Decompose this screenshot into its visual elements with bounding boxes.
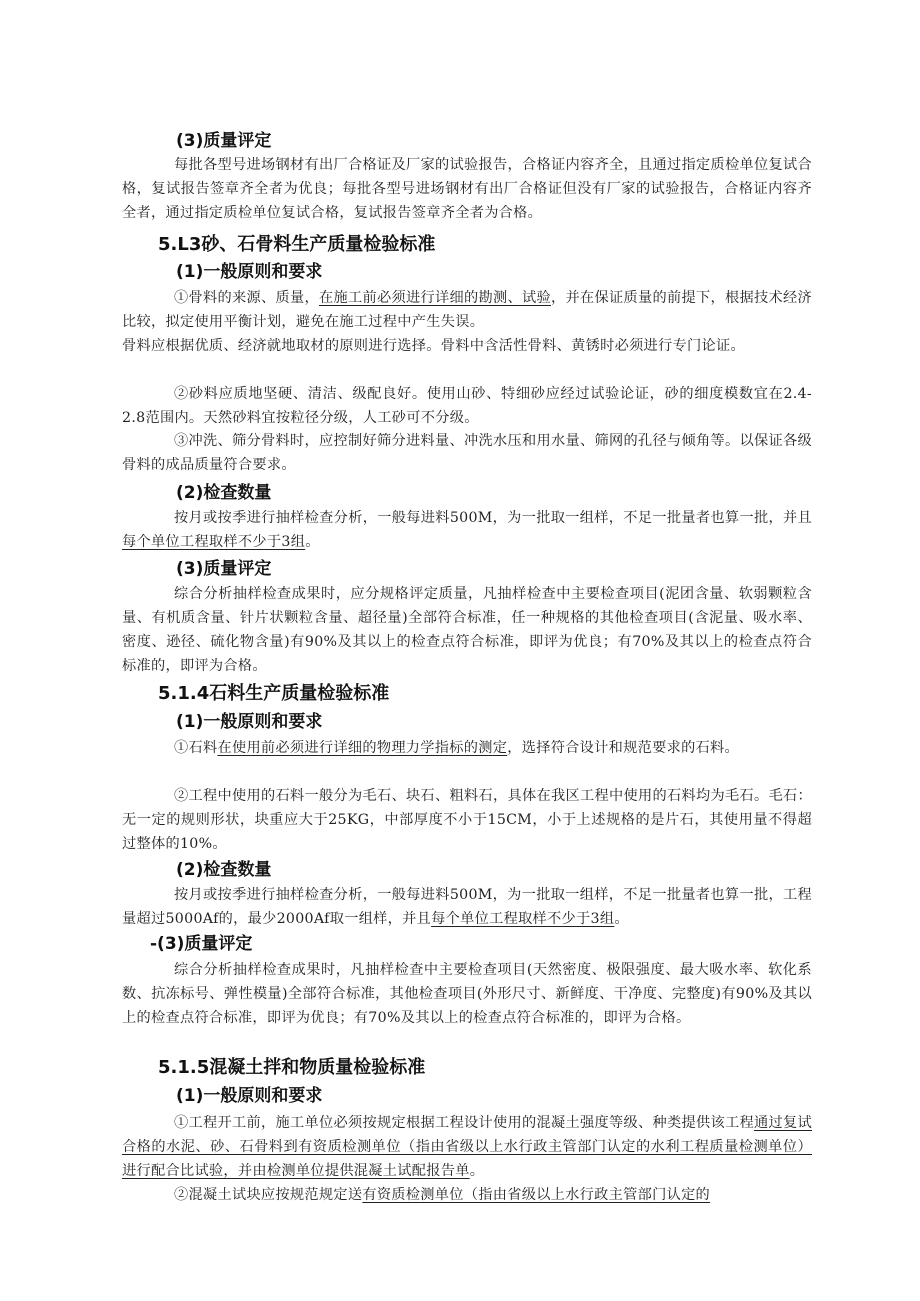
paragraph-514-check: 按月或按季进行抽样检查分析，一般每进料500M，为一批取一组样，不足一批量者也算一批，工程量超过5000Af的，最少2000Af取一组样，并且每个单位工程取样不少于3组。 [122, 887, 812, 927]
section-heading-general-515: (1)一般原则和要求 [176, 1086, 323, 1106]
section-title-5-1-3: 5.L3砂、石骨料生产质量检验标准 [158, 234, 436, 255]
paragraph-514-p1: ①石料在使用前必须进行详细的物理力学指标的测定，选择符合设计和规范要求的石料。 [174, 740, 740, 756]
paragraph-steel-quality: 每批各型号进场钢材有出厂合格证及厂家的试验报告，合格证内容齐全，且通过指定质检单位复试合格，复试报告签章齐全者为优良；每批各型号进场钢材有出厂合格证但没有厂家的试验报告，合格证内容齐全者，通过指定质检单位复试合格，复试报告签章齐全者为合格。 [122, 157, 812, 221]
section-heading-general-514: (1)一般原则和要求 [176, 712, 323, 732]
section-title-5-1-4: 5.1.4石料生产质量检验标准 [158, 683, 390, 704]
section-heading-check-513: (2)检查数量 [176, 483, 272, 503]
paragraph-513-check: 按月或按季进行抽样检查分析，一般每进料500M，为一批取一组样，不足一批量者也算一批，并且每个单位工程取样不少于3组。 [122, 510, 812, 550]
section-heading-general-513: (1)一般原则和要求 [176, 262, 323, 282]
paragraph-513-p3: ③冲洗、筛分骨料时，应控制好筛分进料量、冲洗水压和用水量、筛网的孔径与倾角等。以保证各级骨料的成品质量符合要求。 [122, 433, 812, 473]
section-heading-quality-513: (3)质量评定 [176, 559, 272, 579]
paragraph-513-p1: ①骨料的来源、质量，在施工前必须进行详细的勘测、试验，并在保证质量的前提下，根据技术经济比较，拟定使用平衡计划，避免在施工过程中产生失误。 [122, 290, 812, 330]
paragraph-513-quality: 综合分析抽样检查成果时，应分规格评定质量，凡抽样检查中主要检查项目(泥团含量、软弱颗粒含量、有机质含量、针片状颗粒含量、超径量)全部符合标准，任一种规格的其他检查项目(含泥量、吸水率、密度、逊径、硫化物含量)有90%及其以上的检查点符合标准，即评为优良；有70%及其以上的检查点符合标准的，即评为合格。 [122, 586, 812, 674]
section-heading-quality-514: -(3)质量评定 [150, 934, 253, 954]
paragraph-513-p2: ②砂料应质地坚硬、清洁、级配良好。使用山砂、特细砂应经过试验论证，砂的细度模数宜在2.4-2.8范围内。天然砂料宜按粒径分级，人工砂可不分级。 [122, 386, 812, 426]
paragraph-515-p1: ①工程开工前，施工单位必须按规定根据工程设计使用的混凝土强度等级、种类提供该工程通过复试合格的水泥、砂、石骨料到有资质检测单位（指由省级以上水行政主管部门认定的水利工程质量检测单位）进行配合比试验，并由检测单位提供混凝土试配报告单。 [122, 1115, 812, 1179]
paragraph-515-p2: ②混凝土试块应按规范规定送有资质检测单位（指由省级以上水行政主管部门认定的 [174, 1187, 711, 1203]
section-heading-check-514: (2)检查数量 [176, 860, 272, 880]
paragraph-514-quality: 综合分析抽样检查成果时，凡抽样检查中主要检查项目(天然密度、极限强度、最大吸水率、软化系数、抗冻标号、弹性模量)全部符合标准，其他检查项目(外形尺寸、新鲜度、干净度、完整度)有90%及其以上的检查点符合标准，即评为优良；有70%及其以上的检查点符合标准的，即评为合格。 [122, 962, 812, 1026]
section-title-5-1-5: 5.1.5混凝土拌和物质量检验标准 [158, 1057, 426, 1078]
paragraph-513-p1-cont: 骨料应根据优质、经济就地取材的原则进行选择。骨料中含活性骨料、黄锈时必须进行专门论证。 [122, 338, 745, 354]
section-heading-quality-steel: (3)质量评定 [176, 131, 272, 151]
paragraph-514-p2: ②工程中使用的石料一般分为毛石、块石、粗料石，具体在我区工程中使用的石料均为毛石。毛石：无一定的规则形状，块重应大于25KG，中部厚度不小于15CM，小于上述规格的是片石，其使用量不得超过整体的10%。 [122, 788, 812, 852]
